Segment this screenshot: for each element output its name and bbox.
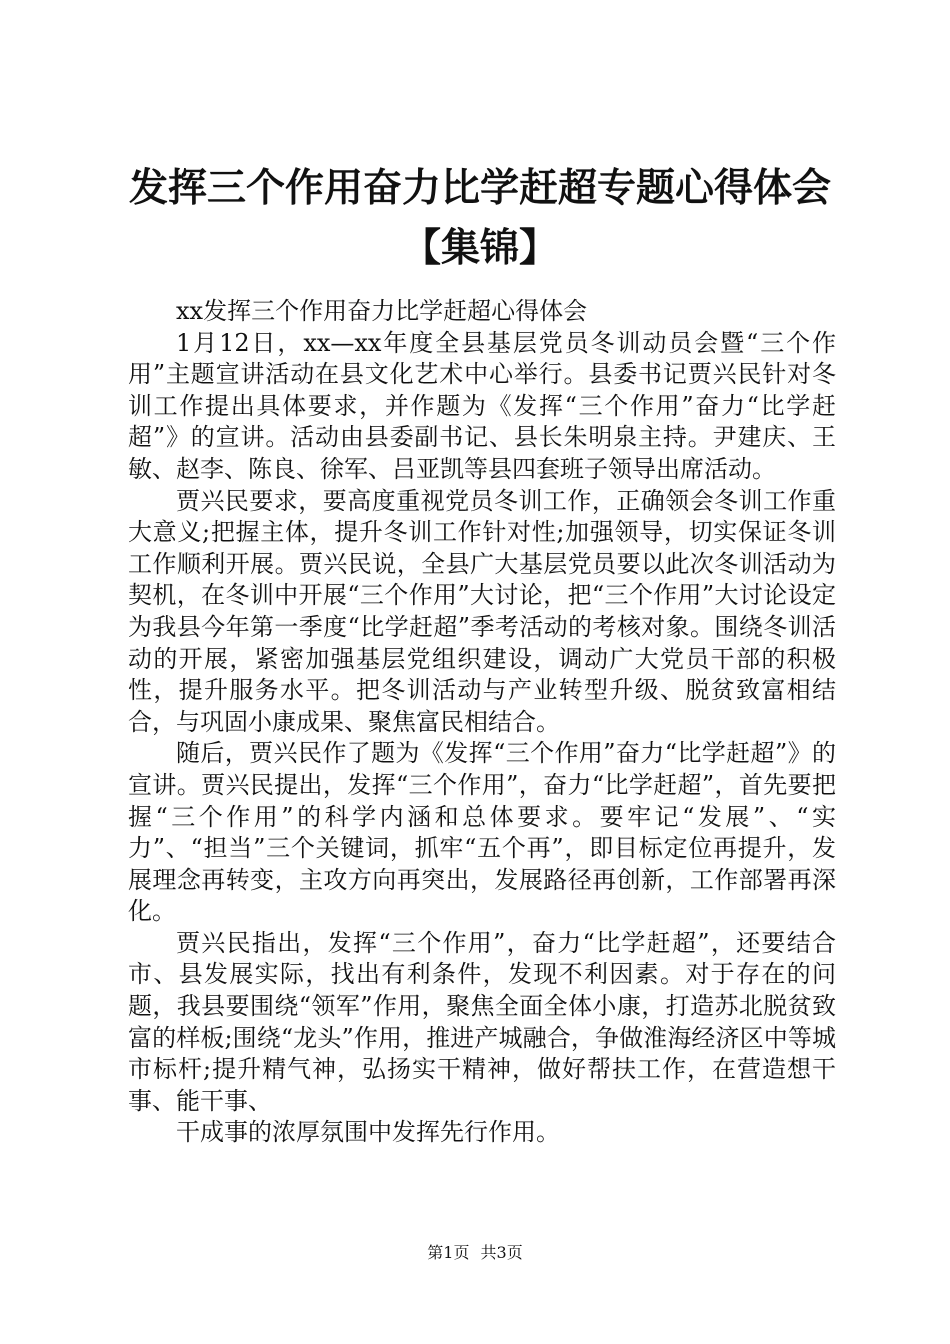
page-total: 共3页 xyxy=(480,1243,523,1262)
paragraph-1: 1月12日，xx—xx年度全县基层党员冬训动员会暨“三个作用”主题宣讲活动在县文化艺术中心举行。县委书记贾兴民针对冬训工作提出具体要求，并作题为《发挥“三个作用”奋力“比学赶超”》的宣讲。活动由县委副书记、县长朱明泉主持。尹建庆、王敏、赵李、陈良、徐军、吕亚凯等县四套班子领导出席活动。 xyxy=(128,328,836,483)
paragraph-4: 贾兴民指出，发挥“三个作用”，奋力“比学赶超”，还要结合市、县发展实际，找出有利条件，发现不利因素。对于存在的问题，我县要围绕“领军”作用，聚焦全面全体小康，打造苏北脱贫致富的样板;围绕“龙头”作用，推进产城融合，争做淮海经济区中等城市标杆;提升精气神，弘扬实干精神，做好帮扶工作，在营造想干事、能干事、 xyxy=(128,928,836,1115)
paragraph-5: 干成事的浓厚氛围中发挥先行作用。 xyxy=(176,1118,560,1147)
paragraph-2: 贾兴民要求，要高度重视党员冬训工作，正确领会冬训工作重大意义;把握主体，提升冬训工作针对性;加强领导，切实保证冬训工作顺利开展。贾兴民说，全县广大基层党员要以此次冬训活动为契机，在冬训中开展“三个作用”大讨论，把“三个作用”大讨论设定为我县今年第一季度“比学赶超”季考活动的考核对象。围绕冬训活动的开展，紧密加强基层党组织建设，调动广大党员干部的积极性，提升服务水平。把冬训活动与产业转型升级、脱贫致富相结合，与巩固小康成果、聚焦富民相结合。 xyxy=(128,486,836,736)
page-number: 第1页 xyxy=(427,1243,470,1262)
document-title: 发挥三个作用奋力比学赶超专题心得体会【集锦】 xyxy=(128,165,831,271)
document-body xyxy=(128,296,836,1149)
page-footer xyxy=(0,1243,950,1263)
paragraph-subtitle: xx发挥三个作用奋力比学赶超心得体会 xyxy=(176,297,588,325)
paragraph-3: 随后，贾兴民作了题为《发挥“三个作用”奋力“比学赶超”》的宣讲。贾兴民提出，发挥“三个作用”，奋力“比学赶超”，首先要把握“三个作用”的科学内涵和总体要求。要牢记“发展”、“实力”、“担当”三个关键词，抓牢“五个再”，即目标定位再提升，发展理念再转变，主攻方向再突出，发展路径再创新，工作部署再深化。 xyxy=(128,739,836,926)
